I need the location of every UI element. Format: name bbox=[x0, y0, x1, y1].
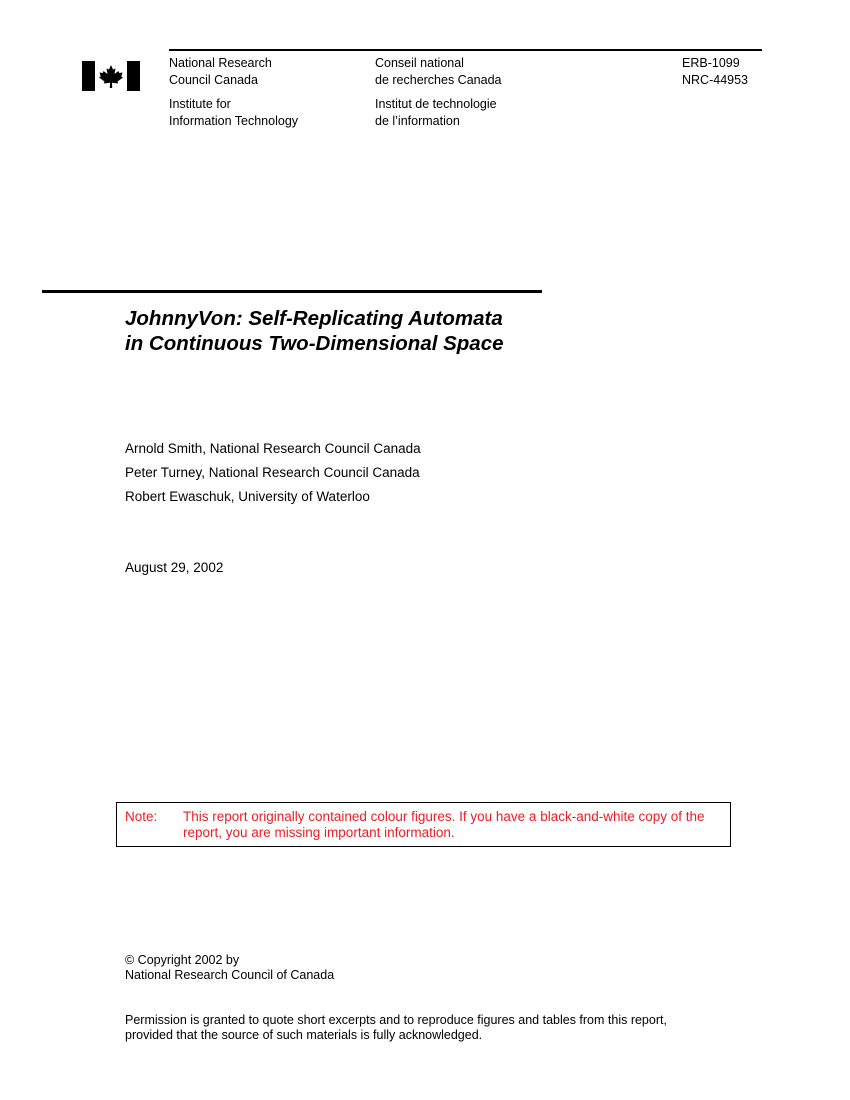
author: Arnold Smith, National Research Council Canada bbox=[125, 441, 421, 456]
colour-note-box bbox=[116, 802, 731, 847]
author: Peter Turney, National Research Council Canada bbox=[125, 465, 420, 480]
org-en-line: Council Canada bbox=[169, 73, 258, 87]
author: Robert Ewaschuk, University of Waterloo bbox=[125, 489, 370, 504]
copyright-notice bbox=[125, 953, 334, 983]
organization-name-french bbox=[375, 55, 501, 89]
title-rule bbox=[42, 290, 542, 293]
note-label: Note: bbox=[125, 809, 158, 824]
title-line: JohnnyVon: Self-Replicating Automata bbox=[125, 307, 503, 330]
org-fr-line: Conseil national bbox=[375, 56, 464, 70]
institute-name-english bbox=[169, 96, 298, 130]
permission-line: provided that the source of such materials is fully acknowledged. bbox=[125, 1028, 483, 1042]
note-line: report, you are missing important information. bbox=[183, 825, 455, 840]
copyright-line: National Research Council of Canada bbox=[125, 968, 335, 982]
author-list bbox=[125, 437, 421, 509]
permission-line: Permission is granted to quote short excerpts and to reproduce figures and tables from this report, bbox=[125, 1013, 667, 1027]
org-en-line: National Research bbox=[169, 56, 272, 70]
canada-flag-icon bbox=[82, 61, 140, 91]
report-title bbox=[125, 306, 504, 356]
org-fr-line: de recherches Canada bbox=[375, 73, 502, 87]
report-date: August 29, 2002 bbox=[125, 560, 224, 575]
inst-fr-line: de l’information bbox=[375, 114, 460, 128]
report-id: NRC-44953 bbox=[682, 73, 749, 87]
inst-en-line: Information Technology bbox=[169, 114, 299, 128]
inst-fr-line: Institut de technologie bbox=[375, 97, 497, 111]
header-rule bbox=[169, 49, 762, 51]
title-line: in Continuous Two-Dimensional Space bbox=[125, 332, 504, 355]
report-identifiers bbox=[682, 55, 748, 89]
institute-name-french bbox=[375, 96, 497, 130]
permission-notice bbox=[125, 1013, 667, 1043]
note-line: This report originally contained colour figures. If you have a black-and-white copy of the bbox=[183, 809, 705, 824]
inst-en-line: Institute for bbox=[169, 97, 231, 111]
note-text bbox=[183, 809, 728, 841]
report-id: ERB-1099 bbox=[682, 56, 740, 70]
copyright-line: © Copyright 2002 by bbox=[125, 953, 240, 967]
organization-name-english bbox=[169, 55, 272, 89]
